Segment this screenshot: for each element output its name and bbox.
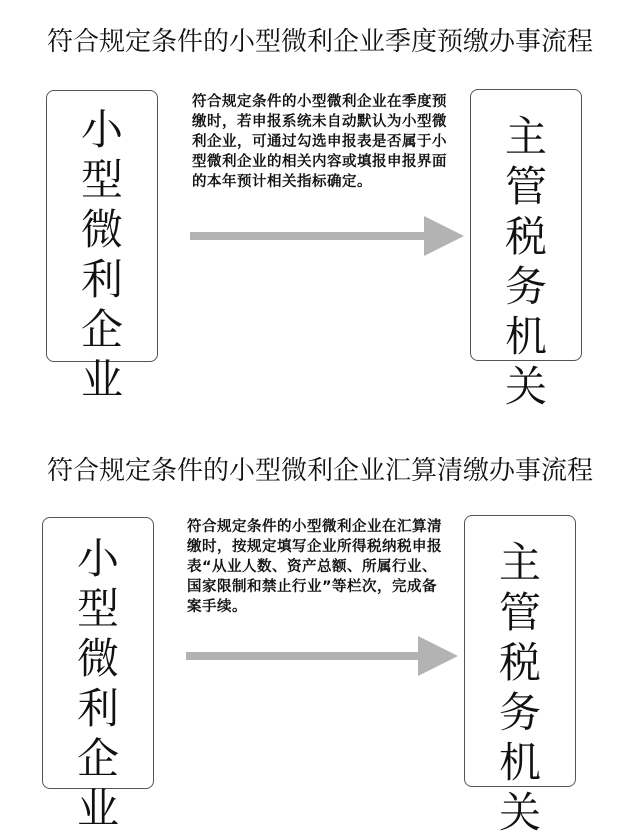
process-section-annual (0, 400, 640, 837)
right-arrow-icon (190, 214, 465, 258)
right-arrow-icon (186, 634, 460, 678)
section-title: 符合规定条件的小型微利企业汇算清缴办事流程 (46, 456, 593, 486)
tax-authority-box (464, 515, 576, 837)
small-micro-enterprise-box (42, 517, 154, 833)
box-label: 主 管 税 务 机 关 (498, 538, 541, 837)
box-label: 小 型 微 利 企 业 (80, 105, 123, 404)
box-label: 主 管 税 务 机 关 (504, 112, 547, 411)
process-description: 符合规定条件的小型微利企业在汇算清缴时，按规定填写企业所得税纳税申报表“从业人数、资产总额、所属行业、国家限制和禁止行业”等栏次，完成备案手续。 (187, 519, 442, 615)
box-label: 小 型 微 利 企 业 (76, 534, 119, 833)
process-description: 符合规定条件的小型微利企业在季度预缴时，若申报系统未自动默认为小型微利企业，可通过勾选申报表是否属于小型微利企业的相关内容或填报申报界面的本年预计相关指标确定。 (192, 94, 447, 190)
small-micro-enterprise-box (46, 90, 158, 404)
section-title: 符合规定条件的小型微利企业季度预缴办事流程 (46, 27, 593, 57)
tax-authority-box (470, 89, 582, 411)
process-section-quarterly (0, 0, 640, 411)
